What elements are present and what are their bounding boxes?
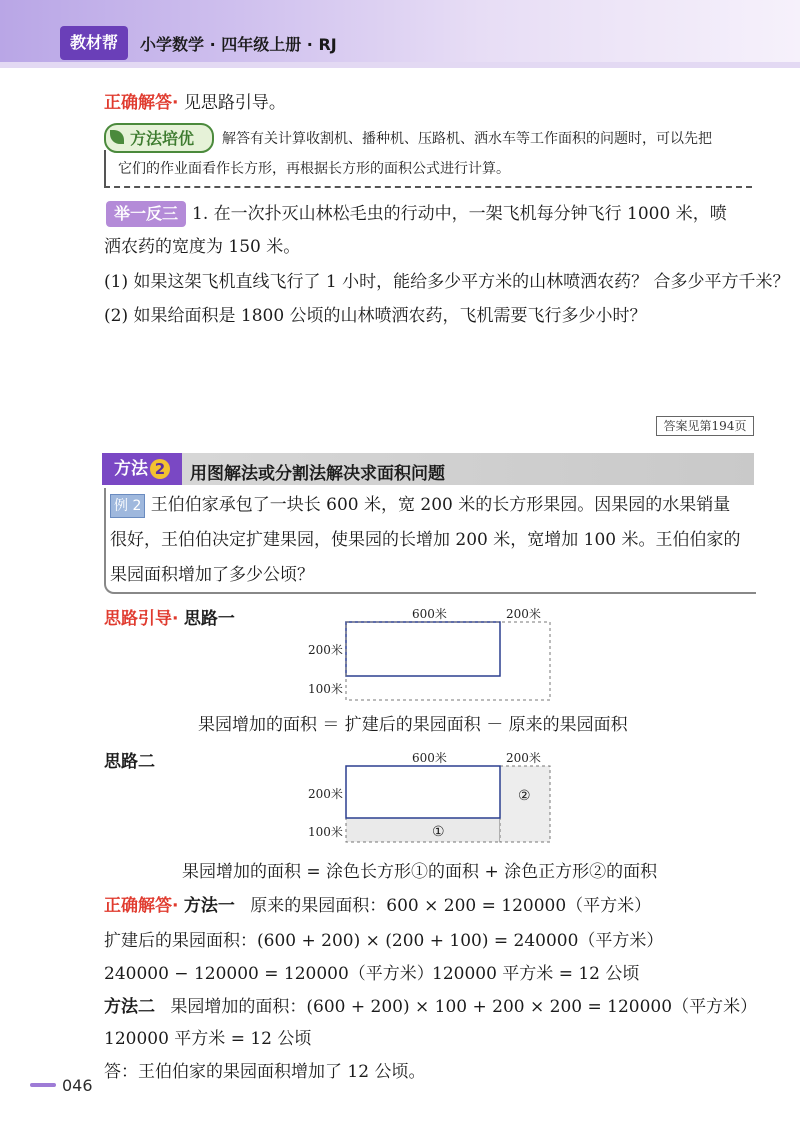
answer-reference: 答案见第194页 [656, 416, 754, 436]
final-answer: 答：王伯伯家的果园面积增加了 12 公顷。 [104, 1062, 426, 1082]
tip-line-1: 解答有关计算收割机、播种机、压路机、洒水车等工作面积的问题时，可以先把 [222, 131, 712, 147]
practice-tag: 举一反三 [106, 201, 186, 227]
shaded-rect-1 [346, 818, 500, 842]
tip-label: 方法培优 [130, 129, 195, 148]
method-2-step-1: 果园增加的面积：(600 + 200) × 100 + 200 × 200 = 120000（平方米） [170, 997, 758, 1017]
width-label: 200米 [308, 787, 343, 801]
answer-text: 见思路引导。 [183, 93, 286, 113]
idea-2: 思路二 [104, 752, 155, 772]
region-1-label: ① [432, 824, 445, 840]
extension-width-label: 100米 [308, 825, 343, 839]
formula-2: 果园增加的面积 = 涂色长方形①的面积 + 涂色正方形②的面积 [182, 862, 658, 882]
method-tag-text: 方法 [114, 459, 148, 479]
shaded-rect-2 [500, 766, 550, 842]
method-title: 用图解法或分割法解决求面积问题 [190, 464, 445, 484]
page-number-bar [30, 1083, 56, 1087]
idea-1: 思路一 [183, 609, 235, 629]
tip-line-2: 它们的作业面看作长方形，再根据长方形的面积公式进行计算。 [118, 161, 510, 177]
solution-label: 正确解答 [104, 896, 172, 916]
example-text-1: 王伯伯家承包了一块长 600 米，宽 200 米的长方形果园。因果园的水果销量 [150, 495, 731, 515]
example-line-2: 很好，王伯伯决定扩建果园，使果园的长增加 200 米，宽增加 100 米。王伯伯家的 [110, 530, 741, 550]
guide-line: 思路引导· 思路一 [104, 609, 235, 629]
method-1-label: 方法一 [183, 896, 235, 916]
page-number: 046 [62, 1076, 93, 1095]
practice-question-2: (2) 如果给面积是 1800 公顷的山林喷洒农药，飞机需要飞行多少小时？ [104, 306, 647, 326]
brand-badge: 教材帮 [60, 26, 128, 60]
book-title: 小学数学 · 四年级上册 · RJ [140, 35, 337, 54]
original-rect [346, 622, 500, 676]
length-label: 600米 [412, 751, 447, 765]
method-2-label: 方法二 [104, 997, 155, 1017]
guide-label: 思路引导 [104, 609, 172, 629]
example-line-1 [110, 494, 730, 518]
formula-1: 果园增加的面积 ＝ 扩建后的果园面积 － 原来的果园面积 [198, 715, 628, 735]
practice-line-2: 洒农药的宽度为 150 米。 [104, 237, 301, 257]
region-2-label: ② [518, 788, 531, 804]
tip-tag [104, 123, 214, 153]
method-number: 2 [150, 459, 170, 479]
leaf-icon [110, 130, 124, 144]
width-label: 200米 [308, 643, 343, 657]
method-tag [102, 453, 182, 485]
original-rect [346, 766, 500, 818]
length-label: 600米 [412, 607, 447, 621]
tip-border-left [104, 150, 106, 186]
extension-width-label: 100米 [308, 682, 343, 696]
answer-line: 正确解答· 见思路引导。 [104, 93, 286, 113]
example-line-3: 果园面积增加了多少公顷？ [110, 565, 314, 585]
diagram-2 [300, 748, 570, 848]
method-2-step-2: 120000 平方米 = 12 公顷 [104, 1029, 312, 1049]
extension-label: 200米 [506, 607, 541, 621]
answer-label: 正确解答 [104, 93, 172, 113]
method-1-step-3b: 120000 平方米 = 12 公顷 [432, 964, 640, 984]
diagram-1 [300, 604, 570, 704]
tip-border-bottom [104, 186, 752, 188]
header-strip [0, 62, 800, 68]
method-1-step-2: 扩建后的果园面积：(600 + 200) × (200 + 100) = 240000（平方米） [104, 931, 664, 951]
method-2-line [104, 996, 757, 1018]
extension-label: 200米 [506, 751, 541, 765]
solution-line-1: 正确解答· 方法一 原来的果园面积：600 × 200 = 120000（平方米） [104, 896, 652, 916]
method-1-step-3a: 240000 − 120000 = 120000（平方米） [104, 964, 434, 984]
practice-line-1: 1. 在一次扑灭山林松毛虫的行动中，一架飞机每分钟飞行 1000 米，喷 [192, 204, 727, 224]
example-label: 例 2 [110, 494, 145, 518]
practice-question-1: (1) 如果这架飞机直线飞行了 1 小时，能给多少平方米的山林喷洒农药？ 合多少平方千米？ [104, 272, 790, 292]
method-1-step-1: 原来的果园面积：600 × 200 = 120000（平方米） [250, 896, 652, 916]
